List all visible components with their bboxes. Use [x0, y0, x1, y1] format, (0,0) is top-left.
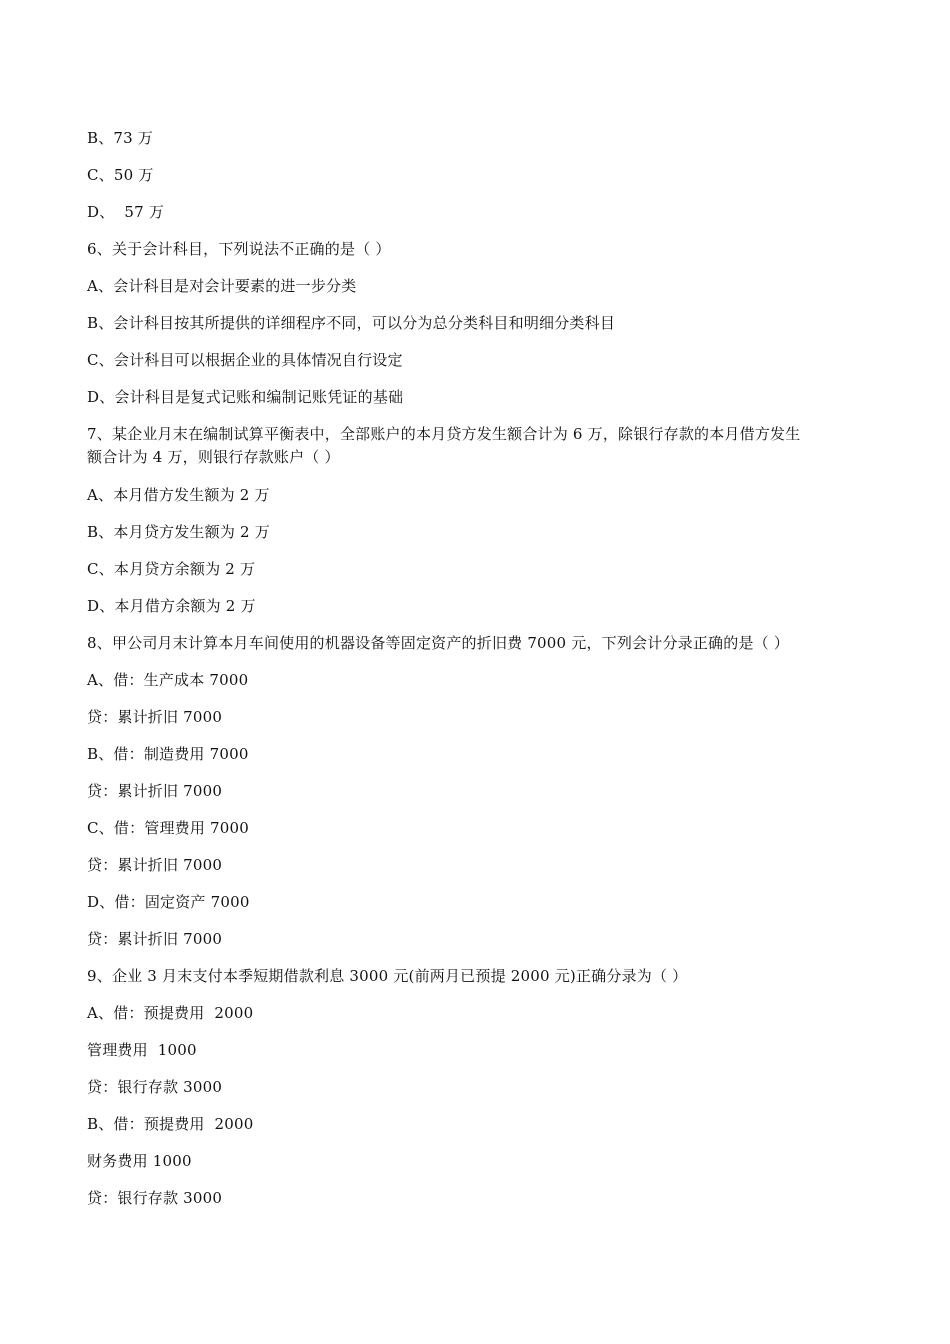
- option-8c-credit: 贷：累计折旧 7000: [87, 856, 223, 874]
- option-6c: C、会计科目可以根据企业的具体情况自行设定: [87, 351, 403, 369]
- option-6d: D、会计科目是复式记账和编制记账凭证的基础: [87, 388, 404, 406]
- option-6a: A、会计科目是对会计要素的进一步分类: [87, 277, 357, 295]
- question-8: 8、甲公司月末计算本月车间使用的机器设备等固定资产的折旧费 7000 元，下列会计分录正确的是（ ）: [87, 634, 790, 652]
- option-9a-debit-2: 管理费用 1000: [87, 1041, 197, 1059]
- option-9b-credit: 贷：银行存款 3000: [87, 1189, 223, 1207]
- option-8b-debit: B、借：制造费用 7000: [87, 745, 249, 763]
- option-6b: B、会计科目按其所提供的详细程序不同，可以分为总分类科目和明细分类科目: [87, 314, 616, 332]
- option-7d: D、本月借方余额为 2 万: [87, 597, 256, 615]
- question-9: 9、企业 3 月末支付本季短期借款利息 3000 元(前两月已预提 2000 元)正确分录为（ ）: [87, 967, 688, 985]
- option-9b-debit-1: B、借：预提费用 2000: [87, 1115, 254, 1133]
- option-8c-debit: C、借：管理费用 7000: [87, 819, 250, 837]
- question-7-line-1: 7、某企业月末在编制试算平衡表中，全部账户的本月贷方发生额合计为 6 万，除银行存款的本月借方发生: [87, 425, 801, 443]
- option-9a-credit: 贷：银行存款 3000: [87, 1078, 223, 1096]
- option-8b-credit: 贷：累计折旧 7000: [87, 782, 223, 800]
- option-7a: A、本月借方发生额为 2 万: [87, 486, 270, 504]
- option-5c: C、50 万: [87, 166, 154, 184]
- option-8d-debit: D、借：固定资产 7000: [87, 893, 250, 911]
- option-8d-credit: 贷：累计折旧 7000: [87, 930, 223, 948]
- option-8a-debit: A、借：生产成本 7000: [87, 671, 249, 689]
- question-7-line-2: 额合计为 4 万，则银行存款账户（ ）: [87, 448, 340, 466]
- option-5d: D、 57 万: [87, 203, 165, 221]
- option-5b: B、73 万: [87, 129, 154, 147]
- option-7b: B、本月贷方发生额为 2 万: [87, 523, 270, 541]
- option-9b-debit-2: 财务费用 1000: [87, 1152, 192, 1170]
- question-6: 6、关于会计科目，下列说法不正确的是（ ）: [87, 240, 391, 258]
- option-7c: C、本月贷方余额为 2 万: [87, 560, 256, 578]
- option-9a-debit-1: A、借：预提费用 2000: [87, 1004, 254, 1022]
- option-8a-credit: 贷：累计折旧 7000: [87, 708, 223, 726]
